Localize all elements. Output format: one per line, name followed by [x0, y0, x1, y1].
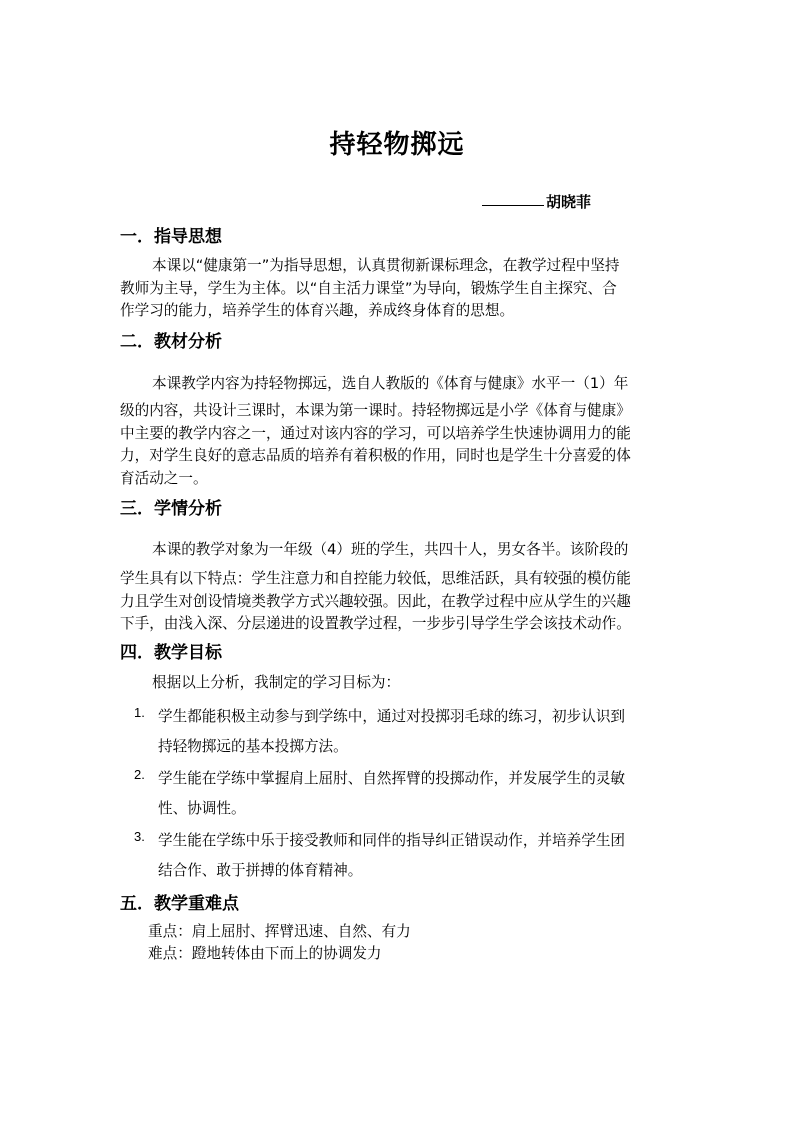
text-line: 力且学生对创设情境类教学方式兴趣较强。因此，在教学过程中应从学生的兴趣 [120, 593, 631, 610]
list-number: 2. [134, 767, 145, 782]
section-heading-guiding-thought: 一．指导思想 [120, 227, 222, 247]
author-name: 胡晓菲 [546, 193, 592, 211]
text-line: 本课以“健康第一”为指导思想，认真贯彻新课标理念，在教学过程中坚持 [152, 257, 620, 274]
text-line: 力，对学生良好的意志品质的培养有着积极的作用，同时也是学生十分喜爱的体 [120, 447, 631, 464]
list-item-line: 学生都能积极主动参与到学练中，通过对投掷羽毛球的练习，初步认识到 [158, 708, 626, 725]
document-title: 持轻物掷远 [329, 130, 465, 160]
text-line: 本课的教学对象为一年级（4）班的学生，共四十人，男女各半。该阶段的 [152, 541, 629, 558]
text-line: 下手，由浅入深、分层递进的设置教学过程，一步步引导学生学会该技术动作。 [120, 615, 631, 632]
goals-intro: 根据以上分析，我制定的学习目标为： [152, 674, 401, 691]
author-line [482, 191, 591, 212]
list-item-line: 学生能在学练中乐于接受教师和同伴的指导纠正错误动作，并培养学生团 [158, 832, 626, 849]
author-underline [482, 205, 544, 206]
text-line: 本课教学内容为持轻物掷远，选自人教版的《体育与健康》水平一（1）年 [152, 375, 629, 392]
list-item-line: 结合作、敢于拼搏的体育精神。 [158, 862, 363, 879]
list-item-line: 学生能在学练中掌握肩上屈肘、自然挥臂的投掷动作，并发展学生的灵敏 [158, 770, 626, 787]
list-number: 1. [134, 705, 145, 720]
list-item-line: 性、协调性。 [158, 800, 246, 817]
text-line: 学生具有以下特点：学生注意力和自控能力较低，思维活跃，具有较强的模仿能 [120, 570, 631, 587]
text-line: 育活动之一。 [120, 470, 208, 487]
text-line: 级的内容，共设计三课时，本课为第一课时。持轻物掷远是小学《体育与健康》 [120, 402, 631, 419]
text-line: 中主要的教学内容之一，通过对该内容的学习，可以培养学生快速协调用力的能 [120, 425, 631, 442]
section-heading-teaching-goals: 四．教学目标 [120, 643, 222, 663]
text-line: 教师为主导，学生为主体。以“自主活力课堂”为导向，锻炼学生自主探究、合 [120, 280, 617, 297]
list-item-line: 持轻物掷远的基本投掷方法。 [158, 738, 348, 755]
list-number: 3. [134, 829, 145, 844]
section-heading-student-analysis: 三．学情分析 [120, 499, 222, 519]
key-point-line: 重点：肩上屈肘、挥臂迅速、自然、有力 [148, 923, 411, 940]
difficult-point-line: 难点：蹬地转体由下而上的协调发力 [148, 945, 382, 962]
section-heading-material-analysis: 二．教材分析 [120, 332, 222, 352]
text-line: 作学习的能力，培养学生的体育兴趣，养成终身体育的思想。 [120, 302, 515, 319]
section-heading-key-points: 五．教学重难点 [120, 894, 239, 914]
